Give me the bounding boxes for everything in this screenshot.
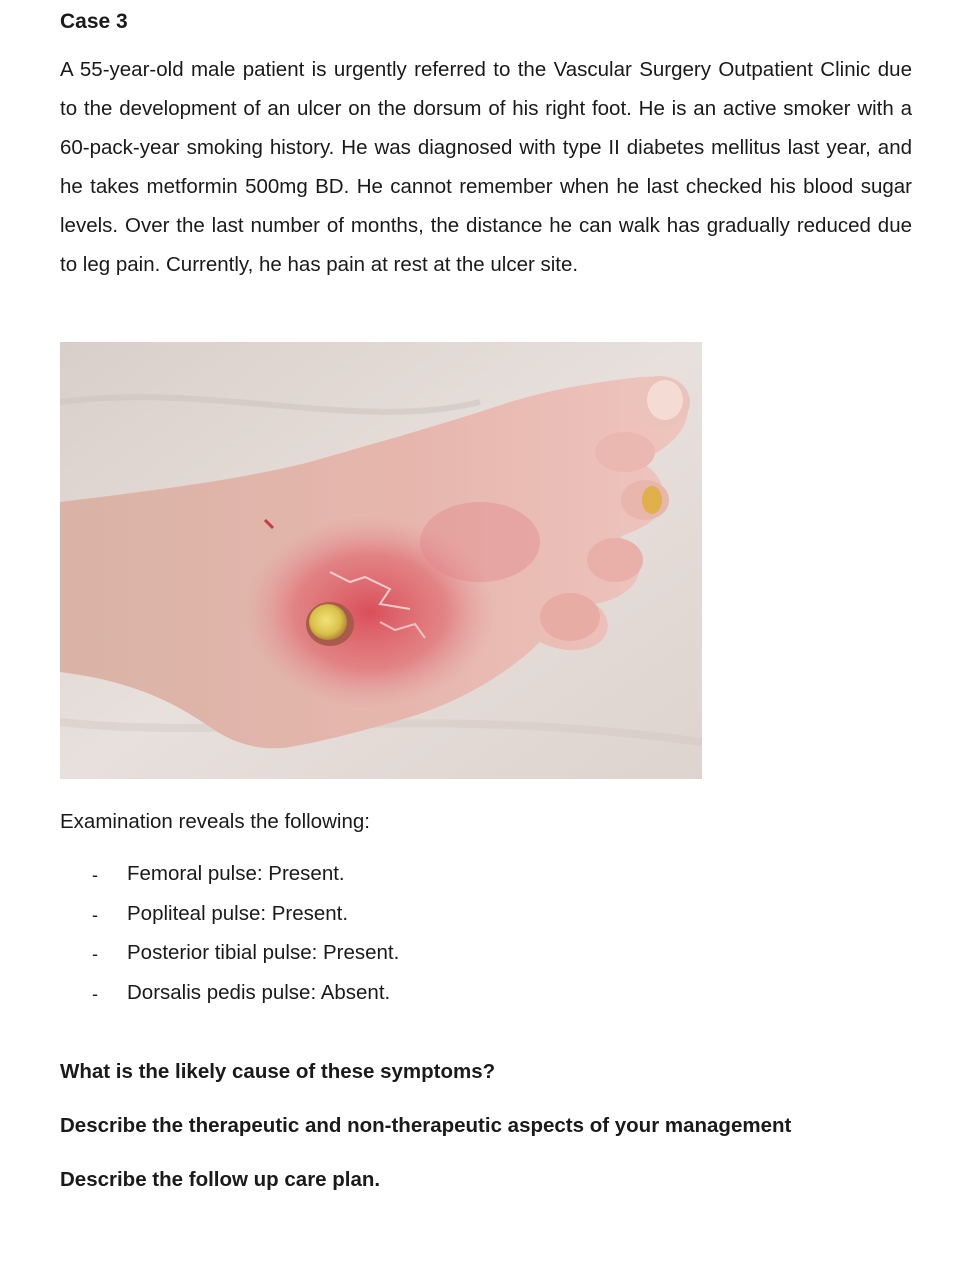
foot-ulcer-photo xyxy=(60,342,702,779)
list-item xyxy=(92,902,399,942)
question-cause: What is the likely cause of these symptoms? xyxy=(60,1060,496,1083)
list-item xyxy=(92,981,399,1021)
question-follow-up: Describe the follow up care plan. xyxy=(60,1168,381,1191)
case-description: A 55-year-old male patient is urgently referred to the Vascular Surgery Outpatient Clinic due to the development of an ulcer on the dorsum of his right foot. He is an active smoker with a 60-pack-year smoking history. He was diagnosed with type II diabetes mellitus last year, and he takes metformin 500mg BD. He cannot remember when he last checked his blood sugar levels. Over the last number of months, the distance he can walk has gradually reduced due to leg pain. Currently, he has pain at rest at the ulcer site. xyxy=(60,58,912,276)
bullet-dash: - xyxy=(92,983,98,1004)
examination-intro: Examination reveals the following: xyxy=(60,810,370,833)
case-title: Case 3 xyxy=(60,10,128,33)
finding-dorsalis-pedis: Dorsalis pedis pulse: Absent. xyxy=(127,980,391,1004)
list-item xyxy=(92,862,399,902)
finding-femoral: Femoral pulse: Present. xyxy=(127,862,345,885)
bullet-dash: - xyxy=(92,904,98,925)
finding-posterior-tibial: Posterior tibial pulse: Present. xyxy=(127,941,400,964)
list-item xyxy=(92,941,399,981)
bullet-dash: - xyxy=(92,944,98,964)
question-management: Describe the therapeutic and non-therapeutic aspects of your management xyxy=(60,1114,792,1137)
bullet-dash: - xyxy=(92,865,98,885)
findings-list xyxy=(92,862,399,1020)
finding-popliteal: Popliteal pulse: Present. xyxy=(127,901,349,925)
